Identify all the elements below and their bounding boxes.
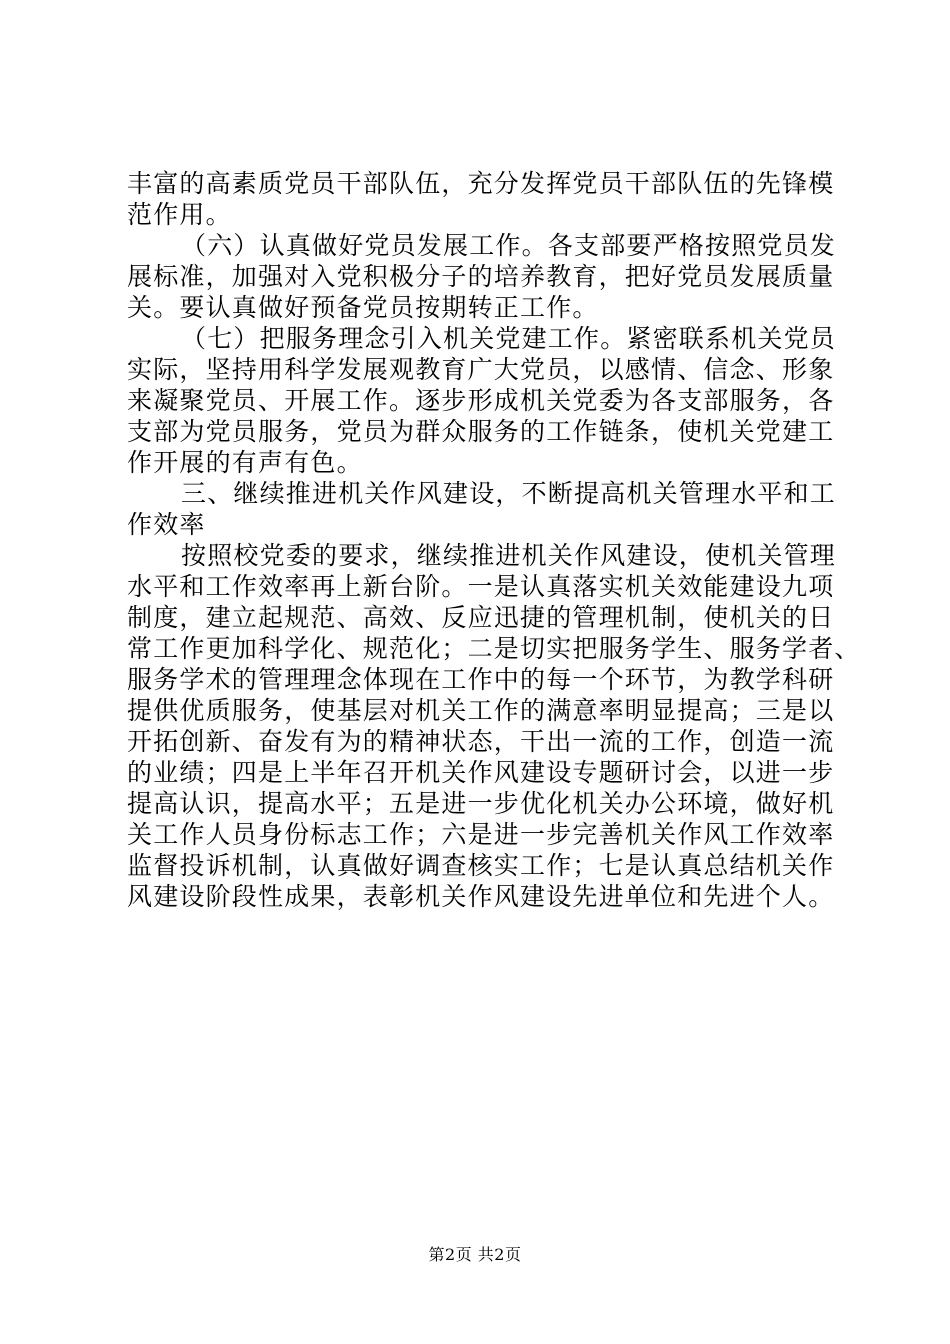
page-footer: 第2页 共2页 (428, 1245, 522, 1264)
section-heading-line: 三、继续推进机关作风建设，不断提高机关管理水平和工 (181, 479, 837, 508)
text-line: 服务学术的管理理念体现在工作中的每一个环节，为教学科研 (127, 665, 835, 694)
text-line: 按照校党委的要求，继续推进机关作风建设，使机关管理 (181, 541, 837, 570)
text-line: 关工作人员身份标志工作；六是进一步完善机关作风工作效率 (127, 820, 835, 849)
text-line: 提高认识，提高水平；五是进一步优化机关办公环境，做好机 (127, 789, 835, 818)
text-line: （六）认真做好党员发展工作。各支部要严格按照党员发 (181, 231, 837, 260)
text-line: （七）把服务理念引入机关党建工作。紧密联系机关党员 (181, 324, 837, 353)
text-line: 范作用。 (127, 200, 232, 229)
text-line: 关。要认真做好预备党员按期转正工作。 (127, 293, 599, 322)
text-line: 常工作更加科学化、规范化；二是切实把服务学生、服务学者、 (127, 634, 861, 663)
text-line: 展标准，加强对入党积极分子的培养教育，把好党员发展质量 (127, 262, 835, 291)
text-line: 来凝聚党员、开展工作。逐步形成机关党委为各支部服务，各 (127, 386, 835, 415)
text-line: 实际，坚持用科学发展观教育广大党员，以感情、信念、形象 (127, 355, 835, 384)
text-line: 支部为党员服务，党员为群众服务的工作链条，使机关党建工 (127, 417, 835, 446)
text-line: 水平和工作效率再上新台阶。一是认真落实机关效能建设九项 (127, 572, 835, 601)
text-line: 监督投诉机制，认真做好调查核实工作；七是认真总结机关作 (127, 851, 835, 880)
text-line: 开拓创新、奋发有为的精神状态，干出一流的工作，创造一流 (127, 727, 835, 756)
text-line: 提供优质服务，使基层对机关工作的满意率明显提高；三是以 (127, 696, 835, 725)
text-line: 的业绩；四是上半年召开机关作风建设专题研讨会，以进一步 (127, 758, 835, 787)
text-line: 风建设阶段性成果，表彰机关作风建设先进单位和先进个人。 (127, 882, 835, 911)
section-heading-line: 作效率 (127, 510, 206, 539)
text-line: 丰富的高素质党员干部队伍，充分发挥党员干部队伍的先锋模 (127, 169, 835, 198)
text-line: 制度，建立起规范、高效、反应迅捷的管理机制，使机关的日 (127, 603, 835, 632)
text-line: 作开展的有声有色。 (127, 448, 363, 477)
